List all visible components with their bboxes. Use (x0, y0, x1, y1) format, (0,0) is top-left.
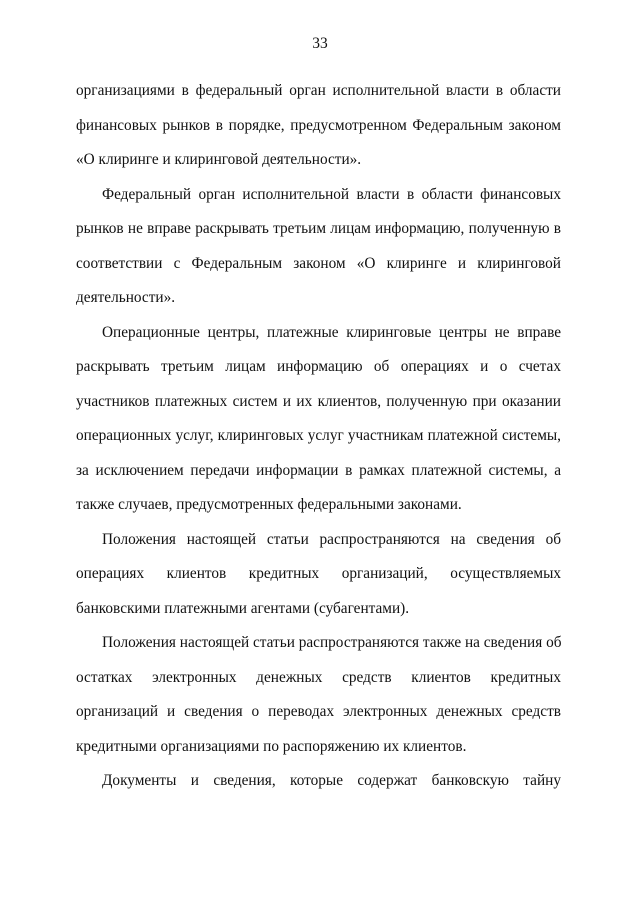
paragraph-4 (76, 523, 561, 627)
text-line: участников платежных систем и их клиентов, полученную при оказании (76, 392, 561, 410)
text-line: соответствии с Федеральным законом «О клиринге и клиринговой (76, 254, 561, 272)
text-line: финансовых рынков в порядке, предусмотренном Федеральным законом (76, 116, 561, 134)
text-line: организаций и сведения о переводах электронных денежных средств (76, 703, 561, 720)
text-line: организациями в федеральный орган исполнительной власти в области (76, 82, 561, 99)
text-line: банковскими платежными агентами (субагентами). (76, 599, 410, 617)
paragraph-1 (76, 74, 561, 178)
text-line: операционных услуг, клиринговых услуг участникам платежной системы, (76, 427, 561, 444)
text-line: за исключением передачи информации в рамках платежной системы, а (76, 461, 561, 479)
text-line: раскрывать третьим лицам информацию об операциях и о счетах (76, 358, 561, 375)
text-line: рынков не вправе раскрывать третьим лицам информацию, полученную в (76, 220, 561, 237)
page-number: 33 (312, 35, 328, 52)
document-body (76, 74, 561, 799)
text-line: «О клиринге и клиринговой деятельности». (76, 151, 362, 168)
text-line: кредитными организациями по распоряжению их клиентов. (76, 737, 467, 755)
text-line: Положения настоящей статьи распространяются также на сведения об (102, 634, 562, 651)
text-line: Положения настоящей статьи распространяются на сведения об (102, 530, 561, 548)
text-line: Документы и сведения, которые содержат банковскую тайну (102, 772, 561, 789)
text-line: операциях клиентов кредитных организаций, осуществляемых (76, 565, 561, 582)
text-line: остатках электронных денежных средств клиентов кредитных (76, 668, 561, 686)
text-line: также случаев, предусмотренных федеральными законами. (76, 496, 462, 513)
text-line: Федеральный орган исполнительной власти в области финансовых (102, 185, 561, 203)
text-line: Операционные центры, платежные клиринговые центры не вправе (102, 323, 561, 341)
paragraph-5 (76, 626, 561, 764)
paragraph-3 (76, 316, 561, 523)
paragraph-6 (76, 764, 561, 799)
paragraph-2 (76, 178, 561, 316)
text-line: деятельности». (76, 289, 176, 306)
